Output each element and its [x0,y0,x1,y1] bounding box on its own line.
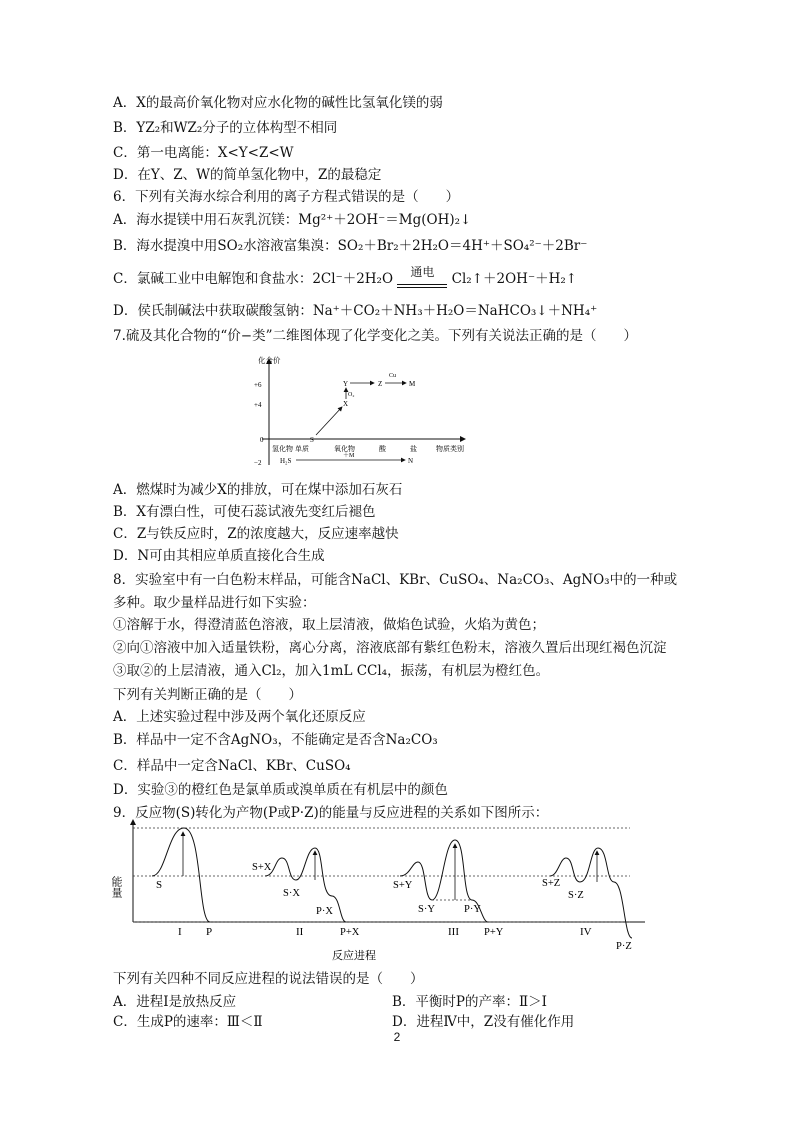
q8-ask: 下列有关判断正确的是（ ） [113,687,302,703]
label-p-dot-y: P·Y [464,904,481,915]
tick-plus6: +6 [254,381,262,389]
q8-option-c: C．样品中一定含NaCl、KBr、CuSO₄ [113,758,351,774]
q6-option-c-text: C．氯碱工业中电解饱和食盐水：2Cl⁻＋2H₂O [113,271,394,287]
q6-option-a: A．海水提镁中用石灰乳沉镁：Mg²⁺＋2OH⁻＝Mg(OH)₂↓ [113,212,472,228]
label-s: S [310,436,314,444]
cat-element: 单质 [295,445,309,453]
tick-zero: 0 [260,436,264,444]
label-s-dot-x: S·X [283,888,300,899]
curve-process-iv [550,848,632,938]
process-iii-label: III [448,926,459,938]
label-p-dot-x: P·X [316,906,333,917]
q8-step-2: ②向①溶液中加入适量铁粉，离心分离，溶液底部有紫红色粉末，溶液久置后出现红褐色沉淀 [113,640,667,656]
label-n: N [408,457,414,465]
q7-option-c: C．Z与铁反应时，Z的浓度越大，反应速率越快 [113,526,399,542]
q8-stem-line2: 多种。取少量样品进行如下实验： [113,595,316,611]
label-s-plus-y: S+Y [393,880,413,891]
q9-option-d: D．进程Ⅳ中，Z没有催化作用 [392,1014,575,1030]
cat-acid: 酸 [379,445,386,453]
q8-option-a: A．上述实验过程中涉及两个氧化还原反应 [113,709,366,725]
energy-profile-diagram [110,818,670,966]
q6-option-c-products: Cl₂↑＋2OH⁻＋H₂↑ [451,271,578,287]
arrow-label-o2: O₂ [348,392,355,398]
label-x: X [343,400,349,408]
tick-plus4: +4 [254,401,262,409]
label-h2s: H₂S [280,457,292,465]
electrolysis-condition [397,265,447,288]
q6-option-d: D．侯氏制碱法中获取碳酸氢钠：Na⁺＋CO₂＋NH₃＋H₂O＝NaHCO₃↓＋NH₄⁺ [113,303,598,319]
arrow-s-to-x [316,407,342,435]
q6-option-b: B．海水提溴中用SO₂水溶液富集溴：SO₂＋Br₂＋2H₂O＝4H⁺＋SO₄²⁻＋2Br⁻ [113,238,588,254]
q9-option-a: A．进程Ⅰ是放热反应 [113,994,237,1010]
q7-option-b: B．X有漂白性，可使石蕊试液先变红后褪色 [113,504,376,520]
q8-stem-line1: 8．实验室中有一白色粉末样品，可能含NaCl、KBr、CuSO₄、Na₂CO₃、AgNO₃中的一种或 [113,572,678,588]
q8-option-b: B．样品中一定不含AgNO₃，不能确定是否含Na₂CO₃ [113,732,438,748]
y-axis-label: 能量 [110,876,122,898]
curve-process-i [152,828,210,922]
process-ii-label: II [296,926,304,938]
label-m: M [409,380,416,388]
q8-option-d: D．实验③的橙红色是氯单质或溴单质在有机层中的颜色 [113,782,448,798]
q5-option-d: D．在Y、Z、W的简单氢化物中，Z的最稳定 [113,167,382,183]
cat-class: 物质类别 [436,445,464,453]
page-number: 2 [393,1030,401,1044]
process-i-label: I [178,926,182,938]
q9-stem: 9．反应物(S)转化为产物(P或P·Z)的能量与反应进程的关系如下图所示： [113,805,549,821]
sulfur-valence-class-diagram [250,353,475,473]
process-iv-label: IV [580,926,592,938]
label-z: Z [378,380,383,388]
tick-minus2: −2 [254,459,262,467]
curve-process-ii [265,848,346,922]
label-p-plus-y: P+Y [484,927,504,938]
cat-salt: 盐 [410,445,417,453]
cat-oxide: 氧化物 [334,445,355,453]
arrow-label-plus-m: ＋M [343,453,355,459]
arrow-label-cu: Cu [389,373,397,379]
label-p-i: P [206,926,213,938]
condition-label: 通电 [410,265,435,279]
label-p-plus-x: P+X [340,927,360,938]
label-s-plus-z: S+Z [542,878,561,889]
y-axis-title: 化合价 [258,356,281,365]
label-s-i: S [156,879,163,891]
q8-step-1: ①溶解于水，得澄清蓝色溶液，取上层清液，做焰色试验，火焰为黄色； [113,617,545,633]
label-s-dot-z: S·Z [568,890,584,901]
q5-option-a: A．X的最高价氧化物对应水化物的碱性比氢氧化镁的弱 [113,95,443,111]
q8-step-3: ③取②的上层清液，通入Cl₂，加入1mL CCl₄，振荡，有机层为橙红色。 [113,663,550,679]
q6-option-c [113,265,578,288]
q5-option-c: C．第一电离能：X<Y<Z<W [113,145,294,161]
label-p-dot-z: P·Z [616,941,632,952]
q9-ask: 下列有关四种不同反应进程的说法错误的是（ ） [113,971,424,987]
cat-hydride: 氢化物 [272,445,293,453]
label-y: Y [343,380,349,388]
q9-option-b: B．平衡时P的产率：Ⅱ＞Ⅰ [392,994,548,1010]
q9-option-c: C．生成P的速率：Ⅲ＜Ⅱ [113,1014,263,1030]
q5-option-b: B．YZ₂和WZ₂分子的立体构型不相同 [113,120,338,136]
label-s-plus-x: S+X [252,862,272,873]
q7-option-a: A．燃煤时为减少X的排放，可在煤中添加石灰石 [113,482,403,498]
x-axis-label: 反应进程 [332,950,376,962]
q7-stem: 7.硫及其化合物的“价−类”二维图体现了化学变化之美。下列有关说法正确的是（ ） [113,328,637,344]
q7-option-d: D．N可由其相应单质直接化合生成 [113,548,325,564]
double-line [397,284,447,288]
label-s-dot-y: S·Y [418,904,435,915]
q6-stem: 6．下列有关海水综合利用的离子方程式错误的是（ ） [113,189,460,205]
